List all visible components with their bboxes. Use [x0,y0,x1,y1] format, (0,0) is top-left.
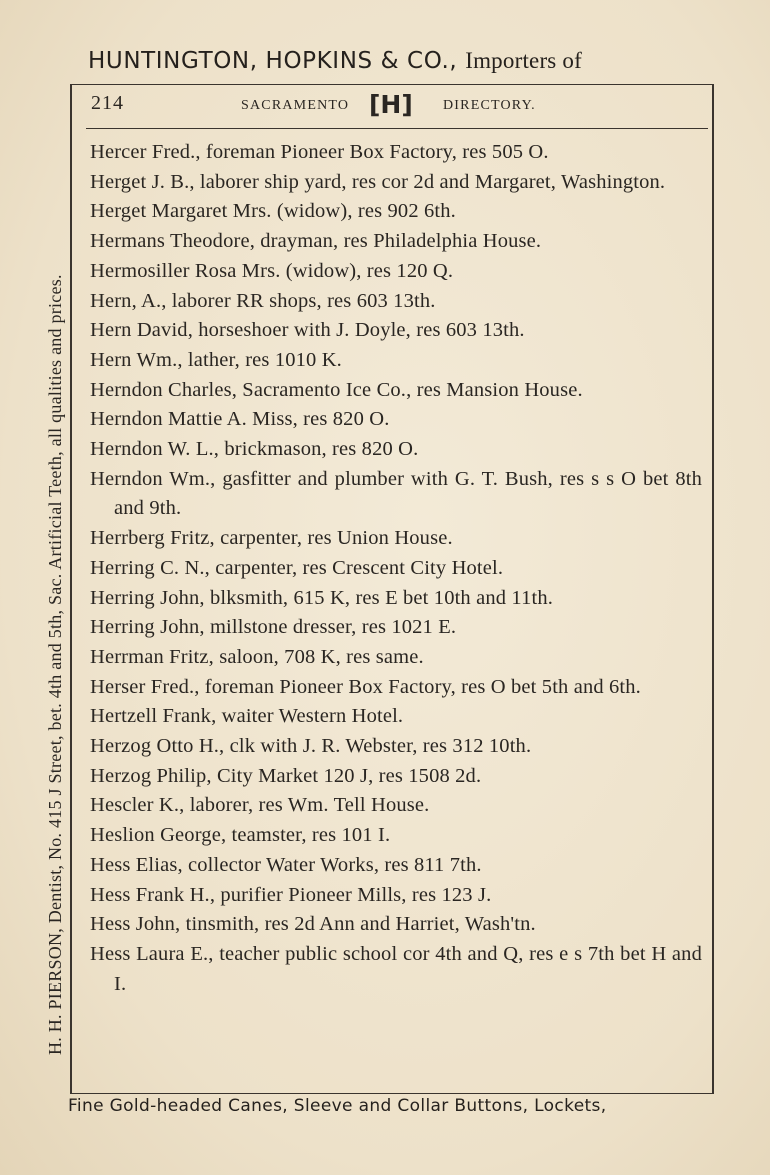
directory-entry: Hertzell Frank, waiter Western Hotel. [90,705,404,728]
page-number: 214 [91,92,124,114]
directory-entry: Herndon Charles, Sacramento Ice Co., res Mansion House. [90,378,583,401]
directory-entry: Hermans Theodore, drayman, res Philadelphia House. [90,230,542,253]
directory-entry: Herrman Fritz, saloon, 708 K, res same. [90,645,424,668]
directory-entry: Hern David, horseshoer with J. Doyle, res 603 13th. [90,319,525,342]
directory-entry: Herndon Mattie A. Miss, res 820 O. [90,408,390,431]
top-advertisement [88,48,728,74]
header-city: SACRAMENTO [241,98,350,113]
directory-entries [90,138,702,999]
directory-entry: Hern, A., laborer RR shops, res 603 13th. [90,289,436,312]
header-rule [86,128,708,129]
directory-entry: Herring C. N., carpenter, res Crescent City Hotel. [90,556,504,579]
bottom-advertisement: Fine Gold-headed Canes, Sleeve and Collar Buttons, Lockets, [68,1096,607,1116]
directory-entry: Herget J. B., laborer ship yard, res cor 2d and Margaret, Washington. [90,170,666,193]
directory-entry: Hess Elias, collector Water Works, res 811 7th. [90,853,482,876]
directory-entry: Herrberg Fritz, carpenter, res Union House. [90,527,453,550]
directory-entry: Heslion George, teamster, res 101 I. [90,824,391,847]
header-directory: DIRECTORY. [443,98,536,113]
directory-entry: Hern Wm., lather, res 1010 K. [90,348,342,371]
directory-entry: Hess John, tinsmith, res 2d Ann and Harriet, Wash'tn. [90,913,536,936]
directory-entry: Herring John, blksmith, 615 K, res E bet 10th and 11th. [90,586,553,609]
header-letter: [H] [369,90,413,119]
directory-entry: Herndon W. L., brickmason, res 820 O. [90,438,419,461]
directory-entry: Hess Frank H., purifier Pioneer Mills, res 123 J. [90,883,492,906]
directory-entry: Hermosiller Rosa Mrs. (widow), res 120 Q. [90,259,454,282]
directory-entry: Herzog Otto H., clk with J. R. Webster, res 312 10th. [90,735,532,758]
directory-entry: Herzog Philip, City Market 120 J, res 1508 2d. [90,764,482,787]
directory-entry: Herring John, millstone dresser, res 1021 E. [90,616,457,639]
directory-entry: Hercer Fred., foreman Pioneer Box Factory, res 505 O. [90,141,549,163]
running-header [91,90,703,122]
directory-entry: Hescler K., laborer, res Wm. Tell House. [90,794,430,817]
top-advertisement-firm: HUNTINGTON, HOPKINS & CO., [88,48,458,74]
side-advertisement: H. H. PIERSON, Dentist, No. 415 J Street, bet. 4th and 5th, Sac. Artificial Teeth, all qualities and prices. [45,274,65,1055]
top-advertisement-tagline: Importers of [465,48,582,73]
directory-entry: Herndon Wm., gasfitter and plumber with G. T. Bush, res s s O bet 8th and 9th. [90,467,702,520]
directory-entry: Herser Fred., foreman Pioneer Box Factory, res O bet 5th and 6th. [90,675,641,698]
directory-entry: Hess Laura E., teacher public school cor 4th and Q, res e s 7th bet H and I. [90,942,702,995]
directory-entry: Herget Margaret Mrs. (widow), res 902 6th. [90,200,456,223]
